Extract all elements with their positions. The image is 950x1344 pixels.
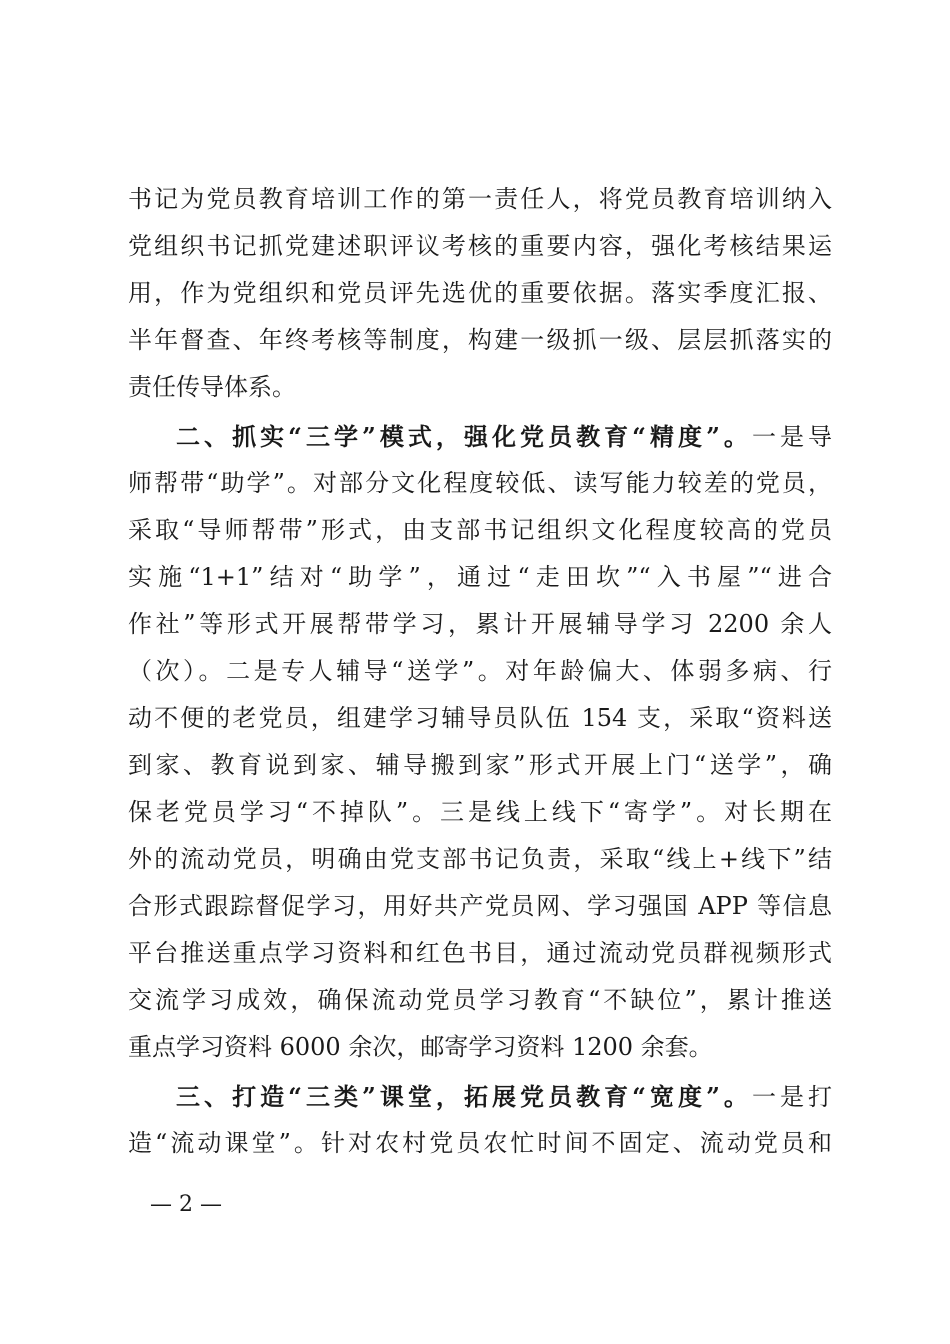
text-line: 责任传导体系。 [128,373,296,401]
text-line: 书记为党员教育培训工作的第一责任人，将党员教育培训纳入 [128,185,832,213]
paragraph-2 [128,413,832,1071]
text-line: 保老党员学习“不掉队”。三是线上线下“寄学”。对长期在 [128,798,832,826]
page-number: — 2 — [150,1192,222,1217]
text-line: 合形式跟踪督促学习，用好共产党员网、学习强国 APP 等信息 [128,892,832,920]
text-line: 动不便的老党员，组建学习辅导员队伍 154 支，采取“资料送 [128,704,832,732]
text-line: 师帮带“助学”。对部分文化程度较低、读写能力较差的党员， [128,469,832,497]
text-line: 党组织书记抓党建述职评议考核的重要内容，强化考核结果运 [128,232,832,260]
section-heading-line [128,1073,832,1120]
text-line: 造“流动课堂”。针对农村党员农忙时间不固定、流动党员和 [128,1129,832,1157]
text-line: 外的流动党员，明确由党支部书记负责，采取“线上+线下”结 [128,845,832,873]
section-heading: 二、抓实“三学”模式，强化党员教育“精度”。 [176,422,752,451]
section-heading-line [128,413,832,460]
text-line: 平台推送重点学习资料和红色书目，通过流动党员群视频形式 [128,939,832,967]
text-line: 重点学习资料 6000 余次，邮寄学习资料 1200 余套。 [128,1033,713,1061]
text-line: 交流学习成效，确保流动党员学习教育“不缺位”，累计推送 [128,986,832,1014]
text-line: 实施“1+1”结对“助学”，通过“走田坎”“入书屋”“进合 [128,563,832,591]
text-line: 采取“导师帮带”形式，由支部书记组织文化程度较高的党员 [128,516,832,544]
text-line: 用，作为党组织和党员评先选优的重要依据。落实季度汇报、 [128,279,832,307]
section-heading: 三、打造“三类”课堂，拓展党员教育“宽度”。 [176,1082,752,1111]
paragraph-3 [128,1073,832,1167]
text-line: 半年督查、年终考核等制度，构建一级抓一级、层层抓落实的 [128,326,832,354]
paragraph-1 [128,176,832,411]
text-line: 到家、教育说到家、辅导搬到家”形式开展上门“送学”，确 [128,751,832,779]
document-body [128,176,832,1167]
heading-tail-text: 一是导 [751,423,833,451]
text-line: 作社”等形式开展帮带学习，累计开展辅导学习 2200 余人 [128,610,832,638]
heading-tail-text: 一是打 [751,1083,833,1111]
text-line: （次）。二是专人辅导“送学”。对年龄偏大、体弱多病、行 [128,657,832,685]
